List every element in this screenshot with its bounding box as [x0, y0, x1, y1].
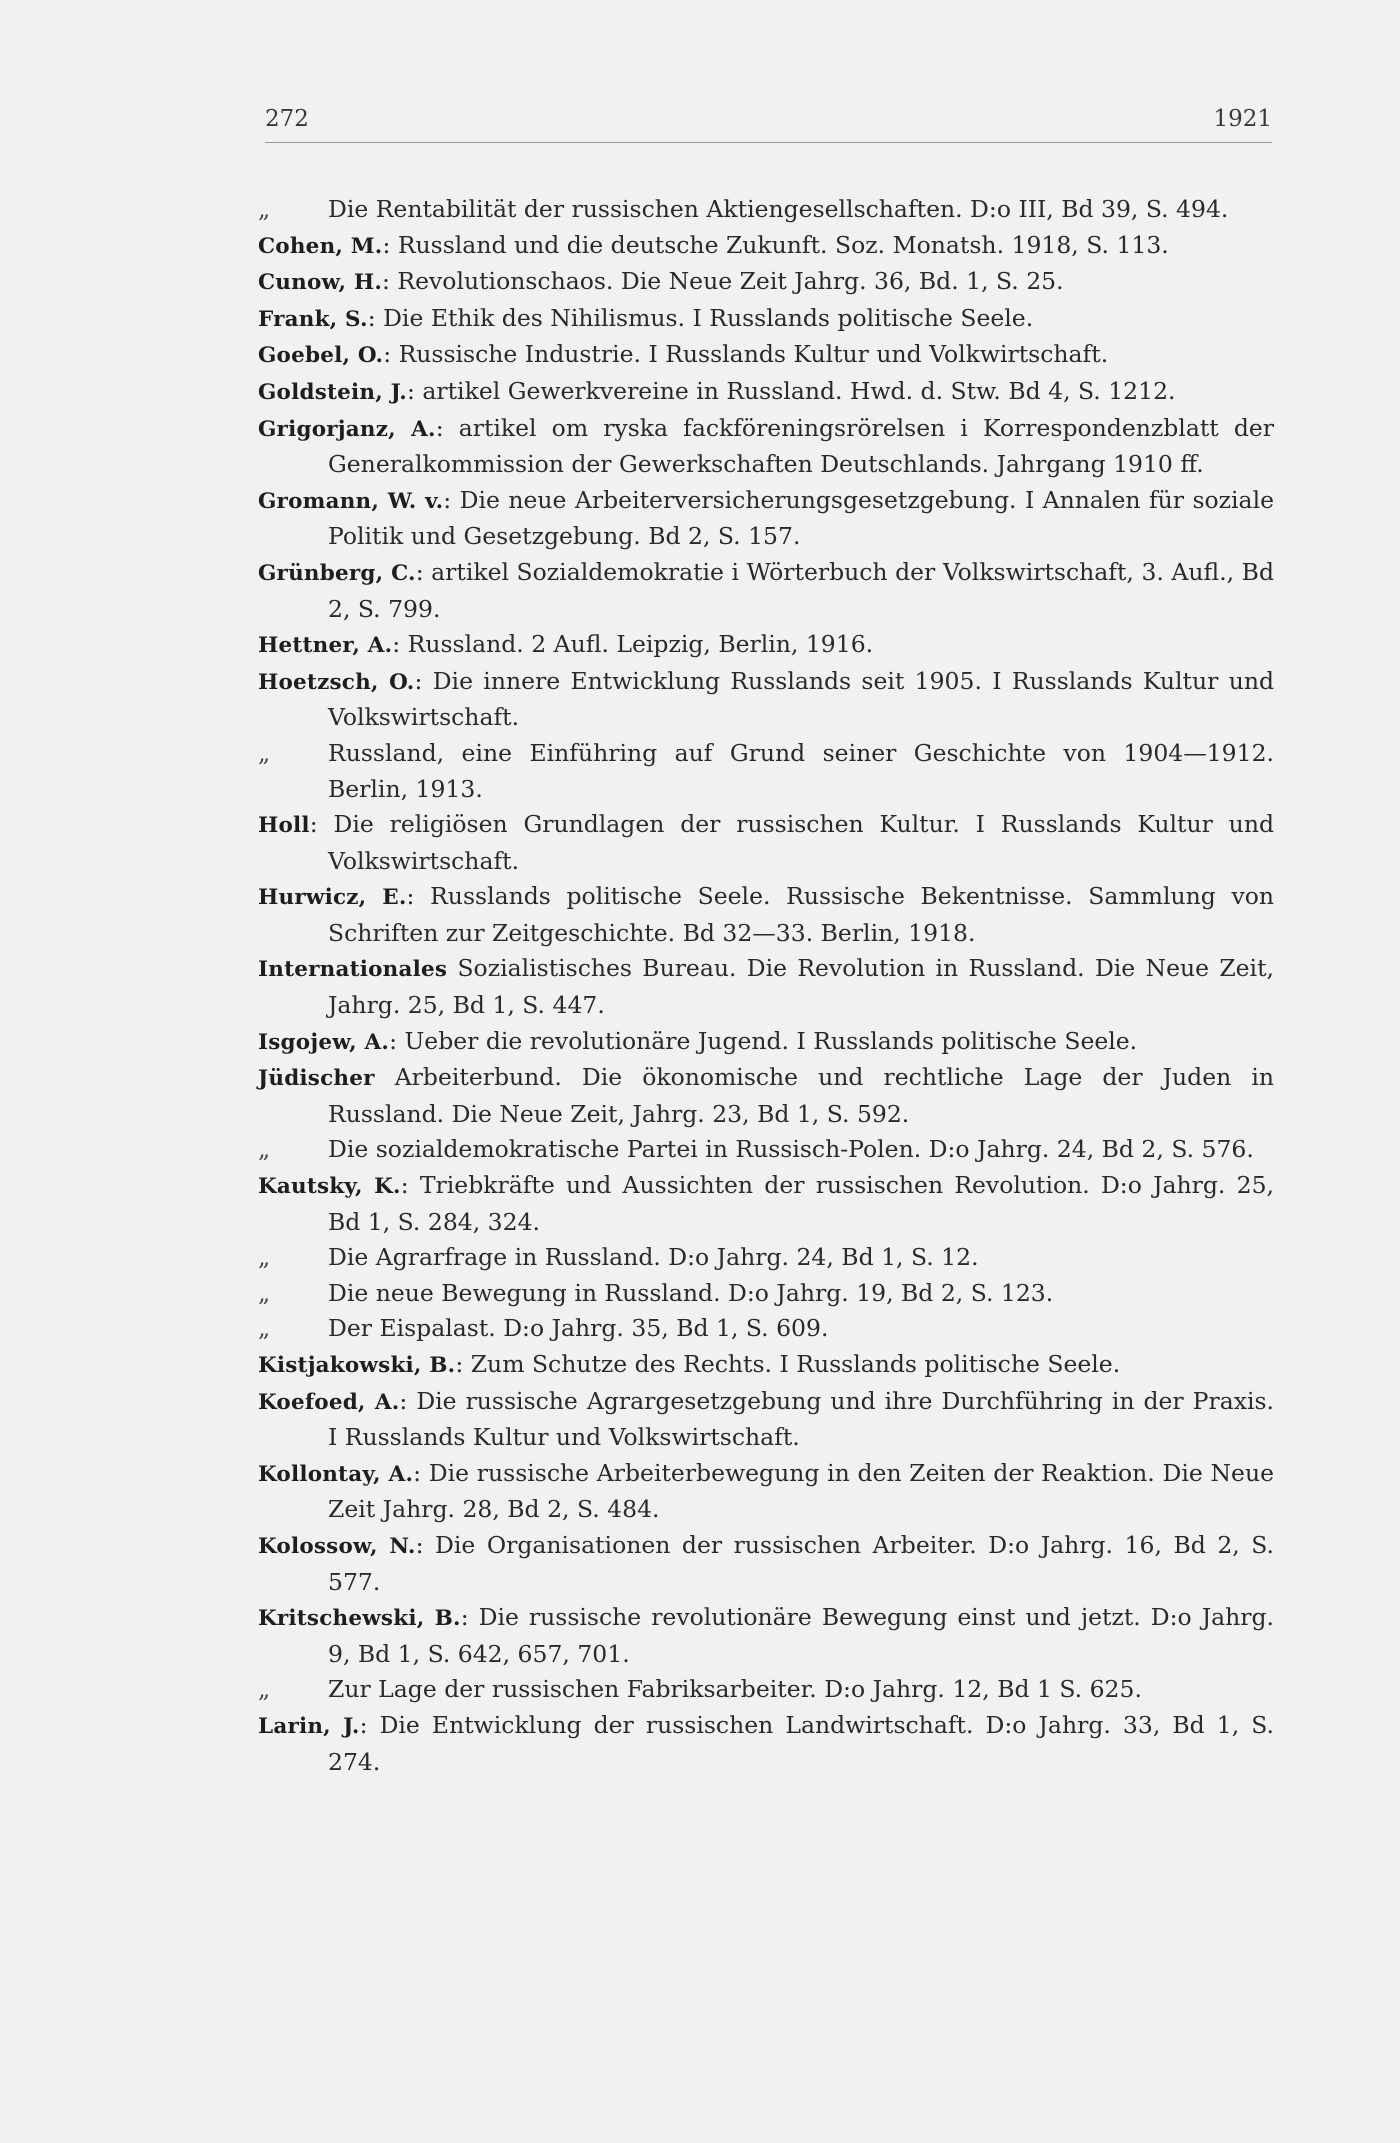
entry-author: Cohen, M. — [258, 233, 383, 259]
bibliography-entry — [258, 664, 1274, 736]
bibliography-entry — [258, 1276, 1274, 1312]
bibliography-entry — [258, 1168, 1274, 1240]
entry-text: : Russland und die deutsche Zukunft. Soz. Monatsh. 1918, S. 113. — [382, 230, 1169, 259]
entry-text: : Russlands politische Seele. Russische Bekentnisse. Sammlung von Schriften zur Zeitgeschichte. Bd 32—33. Berlin, 1918. — [328, 882, 1275, 947]
entry-author: Koefoed, A. — [258, 1389, 400, 1415]
entry-text: : Die russische Agrargesetzgebung und ihre Durchführing in der Praxis. I Russlands Kultur und Volkswirtschaft. — [328, 1386, 1275, 1452]
entry-text: Die Rentabilität der russischen Aktiengesellschaften. D:o III, Bd 39, S. 494. — [328, 195, 1229, 223]
entry-text: : Ueber die revolutionäre Jugend. I Russlands politische Seele. — [389, 1026, 1138, 1055]
entry-text: Arbeiterbund. Die ökonomische und rechtliche Lage der Juden in Russland. Die Neue Zeit, Jahrg. 23, Bd 1, S. 592. — [328, 1063, 1274, 1128]
bibliography-entry — [258, 879, 1274, 951]
bibliography-entry — [258, 1672, 1274, 1708]
entry-text: : Die religiösen Grundlagen der russischen Kultur. I Russlands Kultur und Volkswirtschaft. — [309, 810, 1274, 875]
entry-author: Hettner, A. — [258, 633, 393, 659]
entry-author: Frank, S. — [258, 306, 368, 332]
bibliography-entry — [258, 228, 1274, 265]
entry-author: Isgojew, A. — [258, 1029, 390, 1055]
bibliography-entry — [258, 192, 1274, 228]
entry-text: : artikel Gewerkvereine in Russland. Hwd. d. Stw. Bd 4, S. 1212. — [406, 376, 1176, 405]
entry-text: : Die Entwicklung der russischen Landwirtschaft. D:o Jahrg. 33, Bd 1, S. 274. — [328, 1710, 1275, 1776]
entry-text: : Die innere Entwicklung Russlands seit 1905. I Russlands Kultur und Volkswirtschaft. — [328, 666, 1275, 732]
bibliography-entry — [258, 951, 1274, 1023]
bibliography-entry — [258, 1132, 1274, 1168]
ditto-mark: „ — [258, 1675, 271, 1704]
ditto-mark: „ — [258, 1243, 271, 1272]
bibliography-list — [258, 192, 1274, 1780]
entry-author: Grünberg, C. — [258, 560, 416, 586]
entry-text: : Zum Schutze des Rechts. I Russlands politische Seele. — [455, 1350, 1121, 1378]
bibliography-entry — [258, 1456, 1274, 1528]
bibliography-entry — [258, 374, 1274, 411]
ditto-mark: „ — [258, 1135, 271, 1164]
entry-text: Die neue Bewegung in Russland. D:o Jahrg. 19, Bd 2, S. 123. — [328, 1278, 1054, 1307]
bibliography-entry — [258, 1311, 1274, 1347]
entry-author: Kritschewski, B. — [258, 1606, 461, 1632]
ditto-mark: „ — [258, 1314, 271, 1343]
entry-text: : artikel Sozialdemokratie i Wörterbuch der Volkswirtschaft, 3. Aufl., Bd 2, S. 799. — [328, 557, 1274, 623]
bibliography-entry — [258, 1384, 1274, 1456]
bibliography-entry — [258, 1240, 1274, 1276]
header-rule — [265, 142, 1272, 143]
bibliography-entry — [258, 1528, 1274, 1600]
entry-author: Goldstein, J. — [258, 379, 407, 405]
entry-author: Hoetzsch, O. — [258, 669, 415, 695]
entry-text: Der Eispalast. D:o Jahrg. 35, Bd 1, S. 609. — [328, 1314, 829, 1343]
entry-text: Zur Lage der russischen Fabriksarbeiter. D:o Jahrg. 12, Bd 1 S. 625. — [328, 1675, 1142, 1704]
entry-author: Grigorjanz, A. — [258, 416, 436, 442]
entry-author: Kautsky, K. — [258, 1174, 401, 1200]
entry-text: : Die russische Arbeiterbewegung in den Zeiten der Reaktion. Die Neue Zeit Jahrg. 28, Bd 2, S. 484. — [328, 1458, 1274, 1524]
entry-text: : Triebkräfte und Aussichten der russischen Revolution. D:o Jahrg. 25, Bd 1, S. 284, 324. — [328, 1171, 1274, 1236]
bibliography-entry — [258, 411, 1274, 483]
bibliography-entry — [258, 1708, 1274, 1780]
entry-text: : Russland. 2 Aufl. Leipzig, Berlin, 1916. — [392, 630, 874, 659]
bibliography-entry — [258, 627, 1274, 664]
entry-author: Larin, J. — [258, 1713, 360, 1739]
entry-text: Sozialistisches Bureau. Die Revolution in Russland. Die Neue Zeit, Jahrg. 25, Bd 1, S. 447. — [328, 954, 1274, 1020]
bibliography-entry — [258, 736, 1274, 807]
entry-author: Jüdischer — [258, 1066, 375, 1092]
entry-text: : Die Organisationen der russischen Arbeiter. D:o Jahrg. 16, Bd 2, S. 577. — [328, 1530, 1275, 1596]
entry-text: Die Agrarfrage in Russland. D:o Jahrg. 24, Bd 1, S. 12. — [328, 1243, 979, 1272]
bibliography-entry — [258, 1600, 1274, 1672]
entry-author: Holl — [258, 813, 310, 839]
bibliography-entry — [258, 301, 1274, 338]
entry-author: Internationales — [258, 957, 448, 983]
ditto-mark: „ — [258, 1278, 271, 1307]
bibliography-entry — [258, 483, 1274, 555]
entry-text: : Die russische revolutionäre Bewegung einst und jetzt. D:o Jahrg. 9, Bd 1, S. 642, 657, 701. — [328, 1603, 1275, 1668]
bibliography-entry — [258, 1024, 1274, 1061]
ditto-mark: „ — [258, 195, 271, 223]
entry-author: Kolossow, N. — [258, 1533, 416, 1559]
entry-author: Kistjakowski, B. — [258, 1353, 456, 1378]
entry-author: Goebel, O. — [258, 343, 384, 369]
entry-author: Kollontay, A. — [258, 1461, 414, 1487]
entry-author: Cunow, H. — [258, 270, 383, 296]
bibliography-entry — [258, 264, 1274, 301]
ditto-mark: „ — [258, 738, 271, 767]
page-number: 272 — [265, 106, 309, 132]
running-head-year: 1921 — [1213, 106, 1272, 132]
entry-text: : artikel om ryska fackföreningsrörelsen i Korrespondenzblatt der Generalkommission der Gewerkschaften Deutschlands. Jahrgang 1910 ff. — [328, 413, 1274, 479]
entry-author: Gromann, W. v. — [258, 488, 444, 514]
bibliography-entry — [258, 1060, 1274, 1132]
bibliography-entry — [258, 555, 1274, 627]
bibliography-entry — [258, 337, 1274, 374]
bibliography-entry — [258, 1347, 1274, 1384]
entry-author: Hurwicz, E. — [258, 885, 407, 911]
bibliography-entry — [258, 807, 1274, 879]
entry-text: Russland, eine Einführing auf Grund seiner Geschichte von 1904—1912. Berlin, 1913. — [328, 738, 1274, 803]
entry-text: : Revolutionschaos. Die Neue Zeit Jahrg. 36, Bd. 1, S. 25. — [382, 267, 1064, 296]
entry-text: : Die Ethik des Nihilismus. I Russlands politische Seele. — [367, 303, 1034, 332]
entry-text: Die sozialdemokratische Partei in Russisch-Polen. D:o Jahrg. 24, Bd 2, S. 576. — [328, 1135, 1254, 1164]
entry-text: : Die neue Arbeiterversicherungsgesetzgebung. I Annalen für soziale Politik und Gesetzgebung. Bd 2, S. 157. — [328, 485, 1274, 551]
entry-text: : Russische Industrie. I Russlands Kultur und Volkwirtschaft. — [383, 340, 1109, 369]
